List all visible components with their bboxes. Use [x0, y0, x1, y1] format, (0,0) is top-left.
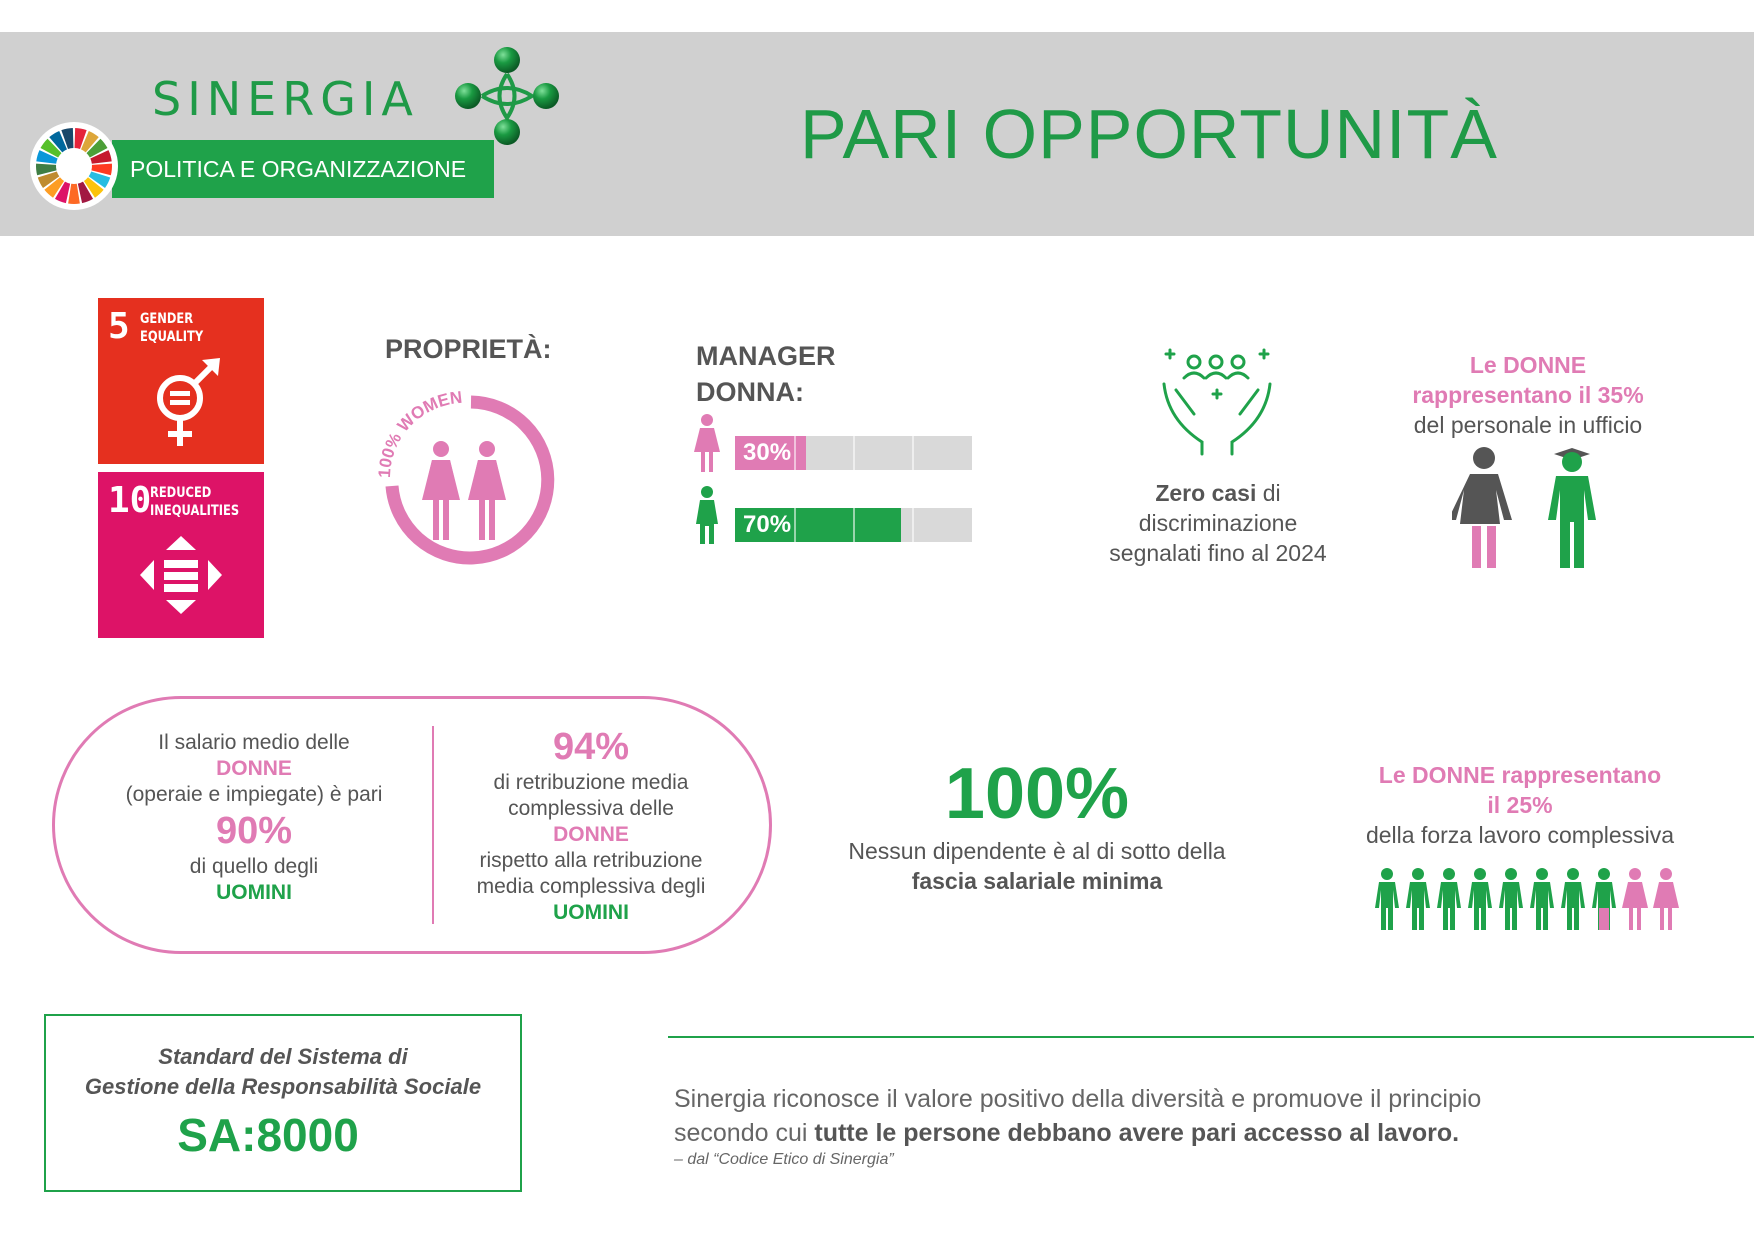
woman-manager-icon [694, 414, 720, 472]
discrimination-rest: di [1256, 480, 1281, 506]
men-manager-bar [735, 508, 972, 542]
man-figure-icon [1375, 868, 1399, 930]
manager-title-line1: MANAGER [696, 341, 836, 371]
sdg5-number: 5 [108, 306, 130, 347]
sdg10-tile [98, 472, 264, 638]
salary-right-line2: complessiva delle [508, 797, 674, 820]
man-figure-icon [1406, 868, 1430, 930]
manager-title-line2: DONNA: [696, 377, 804, 407]
man-figure-icon [1561, 868, 1585, 930]
man-manager-icon [694, 486, 720, 544]
sa8000-box [44, 1014, 522, 1192]
office-staff-line2: rappresentano il 35% [1412, 382, 1644, 408]
salary-left-line2: DONNE [216, 757, 292, 780]
workforce-line1: Le DONNE rappresentano [1378, 762, 1662, 788]
sdg10-number: 10 [108, 480, 152, 521]
ownership-title: PROPRIETÀ: [385, 334, 552, 364]
reduced-inequalities-icon [136, 530, 226, 620]
sdg10-label [150, 484, 239, 520]
sdg-wheel-icon [30, 122, 118, 210]
man-figure-icon [1530, 868, 1554, 930]
molecule-logo-icon [452, 44, 562, 148]
quote-source: – dal “Codice Etico di Sinergia” [674, 1151, 894, 1168]
sdg5-tile [98, 298, 264, 464]
woman-icon [422, 441, 460, 540]
workforce-text [1330, 760, 1710, 850]
minimum-wage-value: 100% [944, 754, 1130, 834]
minimum-wage-line1: Nessun dipendente è al di sotto della [848, 838, 1226, 864]
sa8000-description [46, 1042, 520, 1102]
salary-right-line6: UOMINI [553, 901, 629, 924]
quote-line2 [674, 1116, 1734, 1150]
salary-left-line4: di quello degli [189, 855, 319, 878]
workforce-line2: il 25% [1487, 792, 1553, 818]
brand-wordmark: SINERGIA [152, 72, 419, 126]
minimum-wage-block [812, 752, 1262, 896]
minimum-wage-line2: fascia salariale minima [911, 868, 1163, 894]
office-staff-line3: del personale in ufficio [1413, 412, 1643, 438]
salary-left-line5: UOMINI [216, 881, 292, 904]
discrimination-text [1070, 478, 1366, 568]
salary-left-text [104, 730, 404, 906]
sdg-wheel-segment [68, 184, 80, 204]
discrimination-line1 [1070, 478, 1366, 508]
quote-text [674, 1082, 1734, 1170]
salary-left-line1: Il salario medio delle [158, 731, 350, 754]
office-staff-text [1370, 350, 1686, 440]
salary-left-value: 90% [215, 810, 293, 852]
salary-right-text [448, 724, 734, 926]
workforce-line3: della forza lavoro complessiva [1365, 822, 1675, 848]
man-figure-icon [1468, 868, 1492, 930]
salary-right-line3: DONNE [553, 823, 629, 846]
woman-icon [468, 441, 506, 540]
gender-equality-icon [146, 354, 226, 450]
category-label: POLITICA E ORGANIZZAZIONE [112, 140, 494, 198]
women-manager-bar-fill: 30% [735, 436, 806, 470]
discrimination-bold: Zero casi [1155, 480, 1257, 506]
manager-title [696, 338, 836, 410]
sa8000-line1: Standard del Sistema di [158, 1044, 408, 1069]
woman-figure-icon [1622, 868, 1648, 930]
sdg10-label-line2: INEQUALITIES [150, 503, 240, 519]
women-manager-bar [735, 436, 972, 470]
sdg10-label-line1: REDUCED [150, 485, 212, 501]
women-ownership-ring [368, 380, 558, 576]
sa8000-code: SA:8000 [177, 1109, 359, 1161]
salary-right-line4: rispetto alla retribuzione [479, 849, 703, 872]
man-figure-icon [1437, 868, 1461, 930]
salary-left-line3: (operaie e impiegate) è pari [125, 783, 383, 806]
quote-line2-plain: secondo cui [674, 1119, 815, 1147]
discrimination-line3: segnalati fino al 2024 [1109, 540, 1327, 566]
salary-right-line5: media complessiva degli [476, 875, 706, 898]
woman-staff-icon [1452, 446, 1516, 570]
workforce-people-row [1372, 868, 1688, 932]
salary-right-value: 94% [552, 726, 630, 768]
page-title: PARI OPPORTUNITÀ [800, 95, 1498, 173]
man-figure-icon [1499, 868, 1523, 930]
sa8000-line2: Gestione della Responsabilità Sociale [84, 1074, 482, 1099]
quote-divider [668, 1036, 1754, 1038]
sdg5-label [140, 310, 203, 346]
men-manager-bar-fill: 70% [735, 508, 901, 542]
sdg5-label-line2: EQUALITY [140, 329, 204, 345]
caring-hands-icon [1156, 346, 1278, 456]
woman-figure-icon [1653, 868, 1679, 930]
discrimination-line2: discriminazione [1138, 510, 1298, 536]
pill-divider [432, 726, 434, 924]
ring-label: 100% WOMEN [374, 387, 464, 479]
sdg5-label-line1: GENDER [140, 311, 194, 327]
man-figure-icon [1592, 868, 1616, 930]
quote-line1: Sinergia riconosce il valore positivo della diversità e promuove il principio [674, 1085, 1482, 1113]
sdg-wheel-badge [30, 122, 118, 210]
quote-line2-bold: tutte le persone debbano avere pari accesso al lavoro. [814, 1119, 1460, 1147]
man-staff-icon [1542, 444, 1602, 570]
salary-right-line1: di retribuzione media [493, 771, 689, 794]
office-staff-line1: Le DONNE [1469, 352, 1587, 378]
